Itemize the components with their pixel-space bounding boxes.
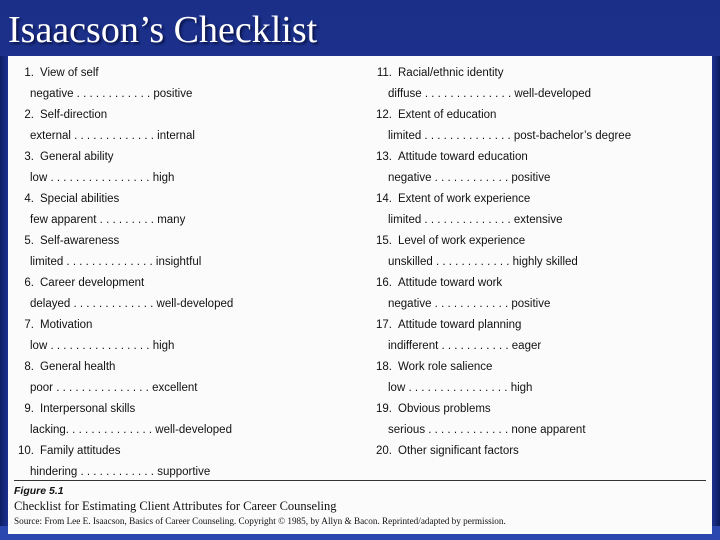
figure-caption [14, 480, 706, 528]
checklist-item [370, 106, 631, 145]
item-number: 11. [376, 67, 392, 79]
item-number: 1. [24, 67, 34, 79]
checklist-item [12, 274, 233, 313]
checklist-item [370, 232, 578, 271]
item-number: 9. [24, 403, 34, 415]
item-label: Obvious problems [398, 403, 491, 415]
checklist-item [12, 106, 195, 145]
checklist-item [12, 400, 232, 439]
checklist-item [12, 64, 192, 103]
item-scale: poor . . . . . . . . . . . . . . . excellent [30, 382, 198, 394]
item-number: 14. [376, 193, 392, 205]
item-label: Special abilities [40, 193, 120, 205]
item-scale: limited . . . . . . . . . . . . . . extensive [388, 214, 563, 226]
item-number: 18. [376, 361, 392, 373]
item-label: Self-direction [40, 109, 108, 121]
item-number: 12. [376, 109, 392, 121]
checklist-item [370, 148, 550, 187]
figure-source: Source: From Lee E. Isaacson, Basics of Career Counseling. Copyright © 1985, by Allyn & Bacon. Reprinted/adapted by permission. [14, 516, 506, 526]
checklist-sheet [8, 56, 712, 534]
item-number: 13. [376, 151, 392, 163]
item-number: 16. [376, 277, 392, 289]
item-scale: limited . . . . . . . . . . . . . . insightful [30, 256, 202, 268]
item-number: 6. [24, 277, 34, 289]
item-number: 19. [376, 403, 392, 415]
item-label: Family attitudes [40, 445, 121, 457]
figure-title: Checklist for Estimating Client Attributes for Career Counseling [14, 499, 337, 513]
item-scale: low . . . . . . . . . . . . . . . . high [30, 340, 175, 352]
item-number: 4. [24, 193, 34, 205]
item-label: Attitude toward work [398, 277, 503, 289]
item-scale: limited . . . . . . . . . . . . . . post-bachelor’s degree [388, 130, 632, 142]
item-scale: few apparent . . . . . . . . . many [30, 214, 186, 226]
item-scale: low . . . . . . . . . . . . . . . . high [388, 382, 533, 394]
item-scale: diffuse . . . . . . . . . . . . . . well-developed [388, 88, 592, 100]
checklist-item [370, 400, 586, 439]
item-scale: lacking. . . . . . . . . . . . . . well-developed [30, 424, 232, 436]
item-label: Other significant factors [398, 445, 519, 457]
checklist-item [12, 232, 201, 271]
item-scale: unskilled . . . . . . . . . . . . highly skilled [388, 256, 578, 268]
item-number: 2. [24, 109, 34, 121]
checklist-item [12, 442, 210, 481]
item-scale: delayed . . . . . . . . . . . . . well-developed [30, 298, 234, 310]
checklist-item [12, 316, 174, 355]
item-label: Extent of education [398, 109, 497, 121]
checklist-item [370, 358, 532, 397]
checklist-item [12, 148, 174, 187]
item-label: Attitude toward planning [398, 319, 522, 331]
right-edge-bar [712, 56, 720, 526]
item-number: 15. [376, 235, 392, 247]
checklist-item [12, 358, 197, 397]
item-scale [370, 463, 519, 481]
item-scale: negative . . . . . . . . . . . . positive [30, 88, 193, 100]
item-label: General health [40, 361, 116, 373]
item-scale: negative . . . . . . . . . . . . positive [388, 172, 551, 184]
item-label: Interpersonal skills [40, 403, 136, 415]
item-label: Career development [40, 277, 145, 289]
item-scale: indifferent . . . . . . . . . . . eager [388, 340, 542, 352]
checklist-item [370, 64, 591, 103]
item-label: Extent of work experience [398, 193, 531, 205]
item-number: 17. [376, 319, 392, 331]
item-number: 20. [376, 445, 392, 457]
item-label: Attitude toward education [398, 151, 528, 163]
figure-label: Figure 5.1 [14, 485, 64, 497]
item-label: Motivation [40, 319, 93, 331]
item-scale: external . . . . . . . . . . . . . internal [30, 130, 195, 142]
item-scale: hindering . . . . . . . . . . . . supportive [30, 466, 211, 478]
item-scale: negative . . . . . . . . . . . . positive [388, 298, 551, 310]
item-label: Level of work experience [398, 235, 526, 247]
left-edge-bar [0, 56, 8, 526]
item-label: General ability [40, 151, 114, 163]
checklist-item [370, 274, 550, 313]
item-scale: serious . . . . . . . . . . . . . none apparent [388, 424, 586, 436]
item-label: Work role salience [398, 361, 493, 373]
item-scale: low . . . . . . . . . . . . . . . . high [30, 172, 175, 184]
item-number: 3. [24, 151, 34, 163]
item-label: Self-awareness [40, 235, 120, 247]
checklist-item [370, 442, 519, 481]
item-number: 5. [24, 235, 34, 247]
item-number: 7. [24, 319, 34, 331]
checklist-item [370, 190, 562, 229]
slide-title: Isaacson’s Checklist [8, 9, 318, 51]
item-label: Racial/ethnic identity [398, 67, 504, 79]
item-label: View of self [40, 67, 99, 79]
item-number: 8. [24, 361, 34, 373]
item-number: 10. [18, 445, 34, 457]
checklist-item [12, 190, 185, 229]
checklist-item [370, 316, 541, 355]
